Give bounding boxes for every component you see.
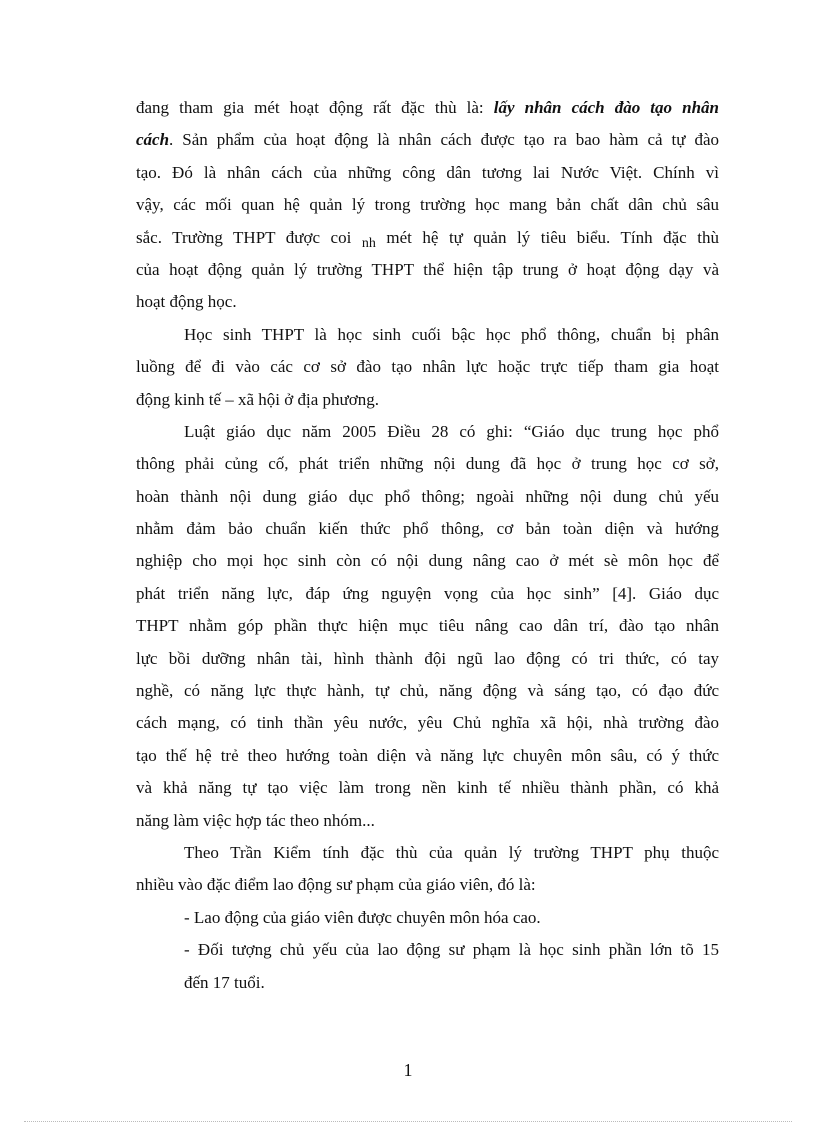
text-line: năng làm việc hợp tác theo nhóm... (136, 810, 375, 830)
text-line: nghiệp cho mọi học sinh còn có nội dung nâng cao ở mét sè môn học để (136, 551, 719, 571)
text-line: Luật giáo dục năm 2005 Điều 28 có ghi: “Giáo dục trung học phổ (184, 421, 719, 441)
page-number: 1 (403, 1060, 413, 1080)
text-line: - Đối tượng chủ yếu của lao động sư phạm là học sinh phần lớn tõ 15 (184, 940, 719, 960)
text-line: tạo. Đó là nhân cách của những công dân tương lai Nước Việt. Chính vì (136, 162, 719, 182)
text-span: sắc. Trường THPT được coi (136, 227, 362, 247)
emphasis-text: lấy nhân cách đào tạo nhân (493, 98, 719, 117)
paragraph-2 (136, 319, 719, 416)
text-line: luồng để đi vào các cơ sở đào tạo nhân lực hoặc trực tiếp tham gia hoạt (136, 357, 719, 377)
subscript-text: nh (361, 235, 376, 251)
bullet-item-2 (136, 934, 719, 999)
text-span: . Sản phẩm của hoạt động là nhân cách được tạo ra bao hàm cả tự đào (169, 130, 719, 150)
text-line: nghề, có năng lực thực hành, tự chủ, năng động và sáng tạo, có đạo đức (136, 681, 719, 701)
text-line: phát triển năng lực, đáp ứng nguyện vọng của học sinh” [4]. Giáo dục (136, 583, 719, 603)
text-line (136, 92, 719, 124)
text-line: tạo thế hệ trẻ theo hướng toàn diện và năng lực chuyên môn sâu, có ý thức (136, 745, 719, 765)
text-line: của hoạt động quản lý trường THPT thể hiện tập trung ở hoạt động dạy và (136, 259, 719, 279)
text-line: - Lao động của giáo viên được chuyên môn hóa cao. (184, 907, 541, 927)
page-bottom-divider (24, 1121, 792, 1122)
text-line: lực bồi dưỡng nhân tài, hình thành đội ngũ lao động có tri thức, có tay (136, 648, 719, 668)
text-line: vậy, các mối quan hệ quản lý trong trường học mang bản chất dân chủ sâu (136, 195, 719, 215)
text-line: Theo Trần Kiểm tính đặc thù của quản lý trường THPT phụ thuộc (184, 842, 719, 862)
bullet-item-1 (136, 902, 719, 934)
text-line: và khả năng tự tạo việc làm trong nền kinh tế nhiều thành phần, có khả (136, 778, 719, 798)
text-line: nhiều vào đặc điểm lao động sư phạm của giáo viên, đó là: (136, 875, 536, 895)
text-line: hoạt động học. (136, 292, 237, 312)
paragraph-1 (136, 92, 719, 319)
text-line (136, 222, 719, 254)
text-line (136, 124, 719, 156)
paragraph-4 (136, 837, 719, 902)
text-span: đang tham gia mét hoạt động rất đặc thù là: (136, 98, 494, 117)
text-line: Học sinh THPT là học sinh cuối bậc học phổ thông, chuẩn bị phân (184, 324, 719, 344)
text-line: đến 17 tuổi. (184, 972, 265, 992)
paragraph-3 (136, 416, 719, 837)
text-line: nhằm đảm bảo chuẩn kiến thức phổ thông, cơ bản toàn diện và hướng (136, 519, 719, 539)
text-line: động kinh tế – xã hội ở địa phương. (136, 389, 379, 409)
text-line: thông phải củng cố, phát triển những nội dung đã học ở trung học cơ sở, (136, 454, 719, 474)
text-span: mét hệ tự quản lý tiêu biểu. Tính đặc thù (375, 227, 719, 247)
text-line: cách mạng, có tinh thần yêu nước, yêu Chủ nghĩa xã hội, nhà trường đào (136, 713, 719, 733)
text-line: hoàn thành nội dung giáo dục phổ thông; ngoài những nội dung chủ yếu (136, 486, 719, 506)
emphasis-text: cách (136, 130, 170, 150)
text-line: THPT nhằm góp phần thực hiện mục tiêu nâng cao dân trí, đào tạo nhân (136, 616, 719, 636)
document-page (136, 92, 719, 999)
